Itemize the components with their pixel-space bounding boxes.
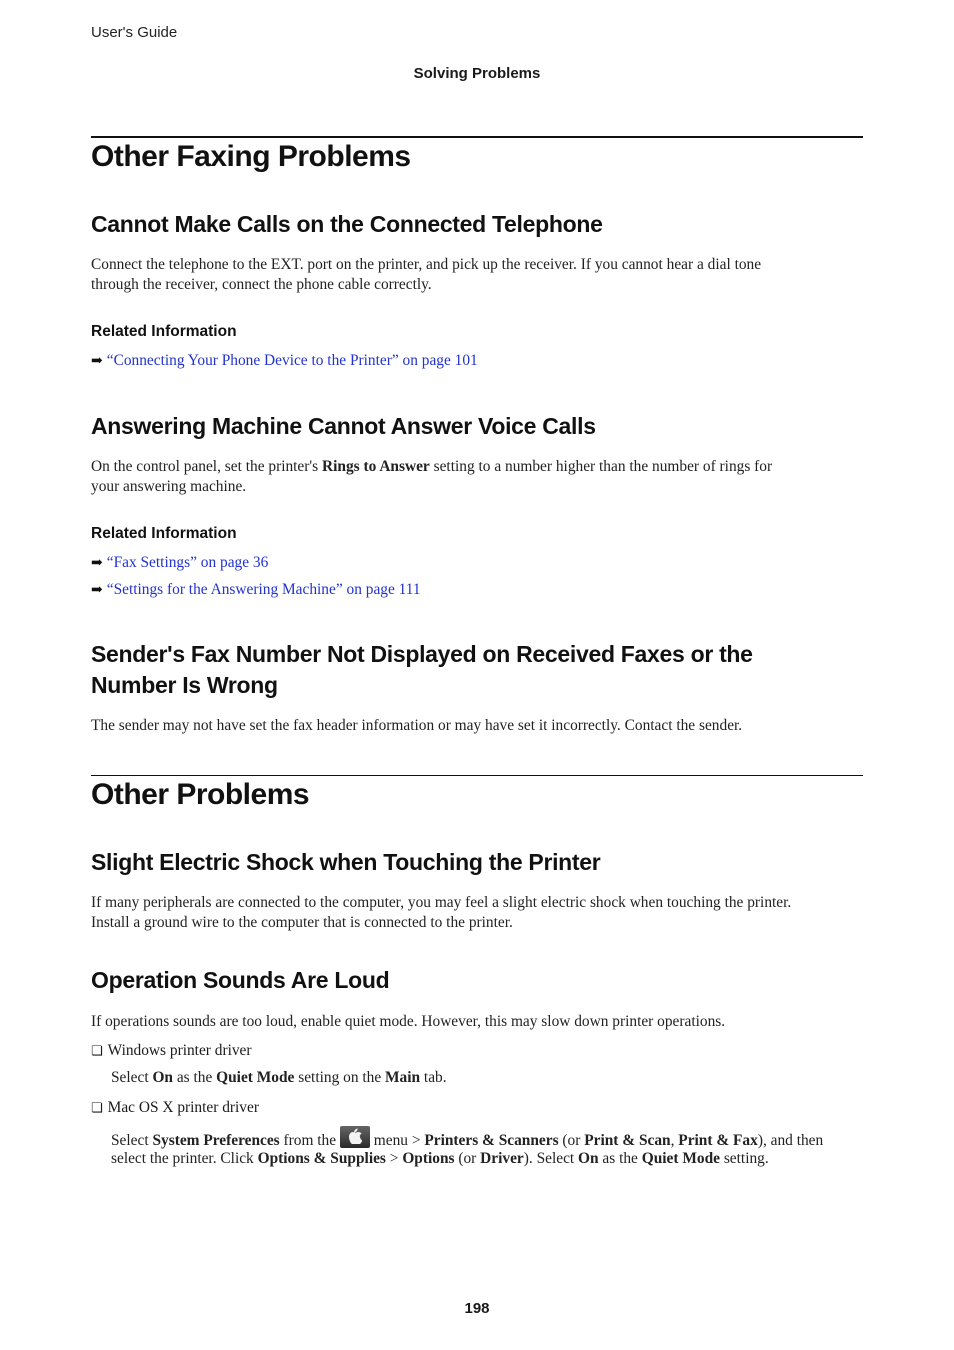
related-link-item[interactable]: [91, 580, 421, 601]
topic-title-electric-shock: Slight Electric Shock when Touching the Printer: [91, 849, 601, 875]
topic-title-answering-machine: Answering Machine Cannot Answer Voice Calls: [91, 413, 596, 439]
topic-body: If many peripherals are connected to the computer, you may feel a slight electric shock when touching the printer. Install a ground wire to the computer that is connected to the printer.: [91, 894, 792, 931]
related-information-heading: Related Information: [91, 525, 237, 542]
arrow-right-icon: ➡: [91, 556, 103, 571]
topic-body: On the control panel, set the printer's Rings to Answer setting to a number higher than the number of rings for your answering machine.: [91, 458, 773, 495]
link-fax-settings[interactable]: “Fax Settings” on page 36: [106, 554, 269, 571]
topic-title-cannot-make-calls: Cannot Make Calls on the Connected Telephone: [91, 211, 603, 237]
related-link-item[interactable]: [91, 351, 478, 372]
topic-title-senders-fax-number: Sender's Fax Number Not Displayed on Received Faxes or the Number Is Wrong: [91, 641, 753, 698]
arrow-right-icon: ➡: [91, 354, 103, 369]
page-number: 198: [464, 1300, 490, 1317]
list-item-detail: Select System Preferences from the menu > Printers & Scanners (or Print & Scan, Print & Fax), and then select the printer. Click Options & Supplies > Options (or Driver). Select On as the Quiet Mode setting.: [111, 1126, 863, 1169]
checkbox-bullet-icon: ❏: [91, 1044, 103, 1059]
section-rule: [91, 136, 863, 138]
link-answering-machine-settings[interactable]: “Settings for the Answering Machine” on page 111: [106, 581, 421, 598]
link-connecting-phone-device[interactable]: “Connecting Your Phone Device to the Printer” on page 101: [106, 352, 478, 369]
list-item-detail: Select On as the Quiet Mode setting on the Main tab.: [111, 1069, 447, 1086]
related-information-heading: Related Information: [91, 323, 237, 340]
section-title-other-problems: Other Problems: [91, 778, 310, 811]
apple-menu-icon: [340, 1126, 370, 1148]
section-rule: [91, 775, 863, 776]
topic-body: If operations sounds are too loud, enable quiet mode. However, this may slow down printer operations.: [91, 1013, 726, 1030]
checkbox-bullet-icon: ❏: [91, 1101, 103, 1116]
running-title: User's Guide: [91, 24, 178, 41]
section-title-other-faxing-problems: Other Faxing Problems: [91, 140, 411, 173]
arrow-right-icon: ➡: [91, 583, 103, 598]
list-item: ❏ Mac OS X printer driver: [91, 1099, 259, 1116]
topic-body: Connect the telephone to the EXT. port on the printer, and pick up the receiver. If you cannot hear a dial tone through the receiver, connect the phone cable correctly.: [91, 256, 762, 293]
chapter-title: Solving Problems: [413, 65, 541, 82]
topic-body: The sender may not have set the fax header information or may have set it incorrectly. Contact the sender.: [91, 717, 743, 734]
topic-title-operation-sounds: Operation Sounds Are Loud: [91, 967, 390, 993]
related-link-item[interactable]: [91, 553, 268, 574]
list-item: ❏ Windows printer driver: [91, 1042, 252, 1059]
